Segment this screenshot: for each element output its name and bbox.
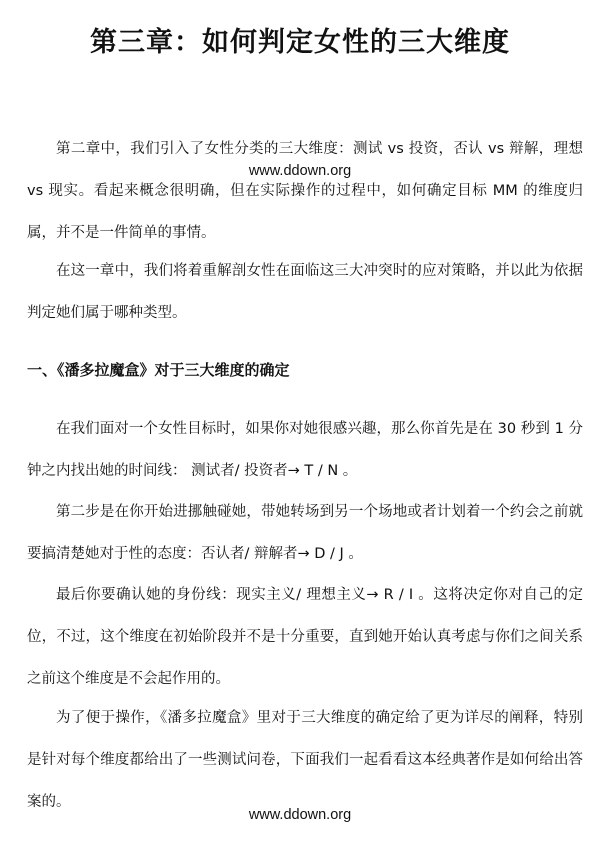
chapter-title: 第三章：如何判定女性的三大维度 — [90, 27, 510, 58]
section-paragraph-1: 在我们面对一个女性目标时，如果你对她很感兴趣，那么你首先是在 30 秒到 1 分钟之内找出她的时间线： 测试者/ 投资者→ T / N 。 — [27, 421, 583, 479]
section-paragraph-4: 为了便于操作，《潘多拉魔盒》里对于三大维度的确定给了更为详尽的阐释，特别是针对每个维度都给出了一些测试问卷，下面我们一起看看这本经典著作是如何给出答案的。 — [27, 710, 583, 810]
intro-paragraph-2: 在这一章中，我们将着重解剖女性在面临这三大冲突时的应对策略，并以此为依据判定她们属于哪种类型。 — [27, 263, 583, 321]
section-heading: 一、《潘多拉魔盒》对于三大维度的确定 — [27, 361, 290, 379]
section-paragraph-2: 第二步是在你开始进挪触碰她，带她转场到另一个场地或者计划着一个约会之前就要搞清楚她对于性的态度：否认者/ 辩解者→ D / J 。 — [27, 504, 583, 562]
watermark-bottom: www.ddown.org — [248, 807, 352, 823]
watermark-top: www.ddown.org — [248, 163, 352, 179]
section-paragraph-3: 最后你要确认她的身份线：现实主义/ 理想主义→ R / I 。这将决定你对自己的定位，不过，这个维度在初始阶段并不是十分重要，直到她开始认真考虑与你们之间关系之前这个维度是不会起作用的。 — [27, 587, 583, 687]
intro-paragraph-1: 第二章中，我们引入了女性分类的三大维度：测试 vs 投资，否认 vs 辩解，理想 vs 现实。看起来概念很明确，但在实际操作的过程中，如何确定目标 MM 的维度归属，并不是一件简单的事情。 — [27, 141, 583, 241]
